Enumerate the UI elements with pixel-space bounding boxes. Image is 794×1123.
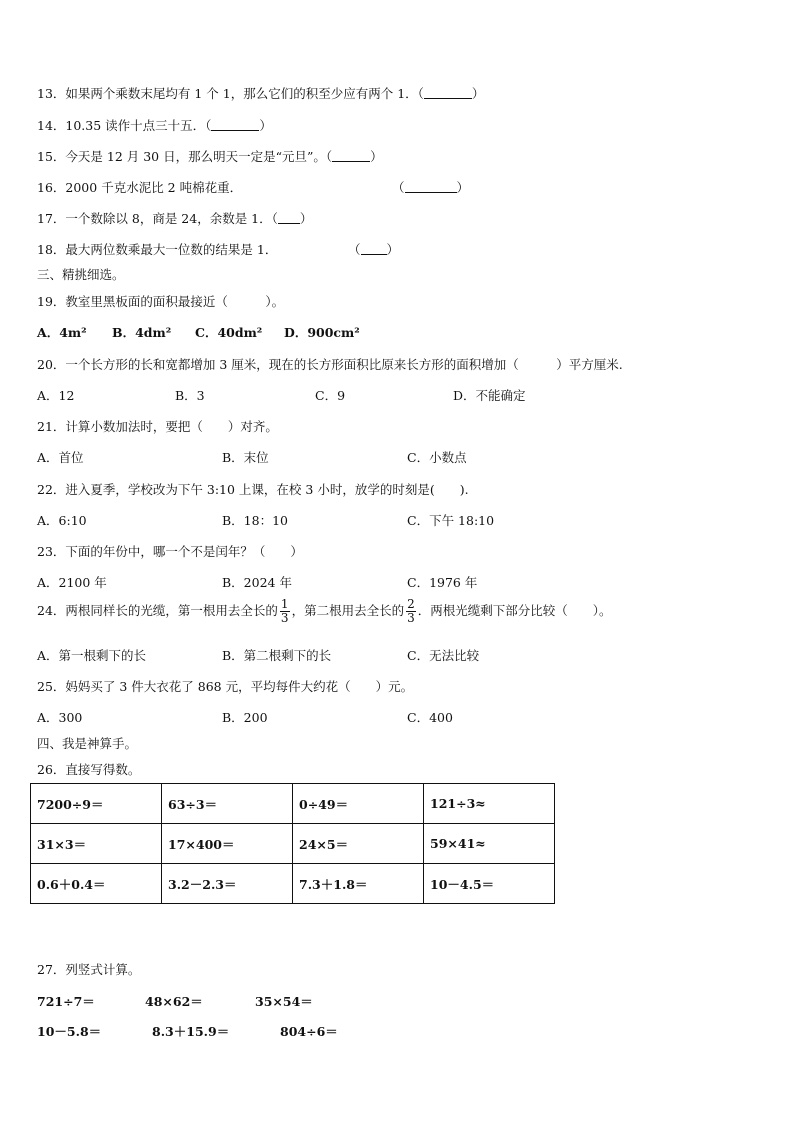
calc-item[interactable]: 721÷7＝	[37, 994, 95, 1009]
option-a[interactable]: A．第一根剩下的长	[37, 648, 147, 663]
option-a[interactable]: A．6:10	[37, 513, 87, 528]
answer-blank[interactable]	[278, 211, 300, 224]
section-heading-4: 四、我是神算手。	[37, 736, 138, 751]
table-cell[interactable]: 121÷3≈	[424, 784, 555, 824]
calc-item[interactable]: 804÷6＝	[280, 1024, 338, 1039]
option-b[interactable]: B．200	[222, 710, 268, 725]
option-c[interactable]: C．9	[315, 388, 346, 403]
option-b[interactable]: B．4dm²	[112, 325, 172, 340]
table-cell[interactable]: 10－4.5＝	[424, 864, 555, 904]
option-d[interactable]: D．900cm²	[284, 325, 360, 340]
question-16-answer: （ ）	[392, 180, 470, 195]
answer-blank[interactable]	[211, 118, 259, 131]
option-d[interactable]: D．不能确定	[453, 388, 526, 403]
question-18-text: 18．最大两位数乘最大一位数的结果是 1．	[37, 242, 278, 257]
table-row	[31, 864, 555, 904]
question-21: 21．计算小数加法时，要把（ ）对齐。	[37, 419, 278, 434]
question-14-text: 14．10.35 读作十点三十五．（	[37, 118, 212, 133]
fraction-one-third: $\frac{1}{3}$	[280, 597, 289, 625]
question-27: 27．列竖式计算。	[37, 962, 141, 977]
question-16	[37, 178, 242, 196]
answer-blank[interactable]	[405, 180, 457, 193]
question-16-text: 16．2000 千克水泥比 2 吨棉花重．	[37, 180, 243, 195]
question-17: 17．一个数除以 8，商是 24，余数是 1．（ ）	[37, 211, 313, 226]
question-26: 26．直接写得数。	[37, 762, 141, 777]
option-c[interactable]: C．无法比较	[407, 648, 480, 663]
option-c[interactable]: C．1976 年	[407, 575, 478, 590]
table-cell[interactable]: 59×41≈	[424, 824, 555, 864]
table-cell[interactable]: 17×400＝	[162, 824, 293, 864]
calc-item[interactable]: 35×54＝	[255, 994, 313, 1009]
table-cell[interactable]: 7200÷9＝	[31, 784, 162, 824]
section-heading-3: 三、精挑细选。	[37, 267, 125, 282]
calc-item[interactable]: 48×62＝	[145, 994, 203, 1009]
option-c[interactable]: C．小数点	[407, 450, 467, 465]
question-14: 14．10.35 读作十点三十五．（ ）	[37, 118, 272, 133]
mental-math-table	[30, 783, 555, 904]
question-13: 13．如果两个乘数末尾均有 1 个 1，那么它们的积至少应有两个 1．（ ）	[37, 86, 485, 101]
question-15-text: 15．今天是 12 月 30 日，那么明天一定是“元旦”。（	[37, 149, 333, 164]
table-cell[interactable]: 24×5＝	[293, 824, 424, 864]
option-b[interactable]: B．18：10	[222, 513, 288, 528]
option-b[interactable]: B．3	[175, 388, 205, 403]
question-24: 24．两根同样长的光缆，第一根用去全长的 $\frac{1}{3}$ ，第二根用去全长的 $\frac{2}{3}$ ．两根光缆剩下部分比较（ ）。	[37, 597, 612, 625]
option-b[interactable]: B．2024 年	[222, 575, 292, 590]
table-cell[interactable]: 31×3＝	[31, 824, 162, 864]
question-15: 15．今天是 12 月 30 日，那么明天一定是“元旦”。（ ）	[37, 149, 383, 164]
option-b[interactable]: B．末位	[222, 450, 269, 465]
option-c[interactable]: C．下午 18:10	[407, 513, 495, 528]
question-18-answer: （ ）	[348, 242, 400, 257]
table-cell[interactable]: 3.2－2.3＝	[162, 864, 293, 904]
table-row	[31, 824, 555, 864]
calc-item[interactable]: 10－5.8＝	[37, 1024, 102, 1039]
option-a[interactable]: A．12	[37, 388, 75, 403]
answer-blank[interactable]	[424, 86, 472, 99]
question-17-text: 17．一个数除以 8，商是 24，余数是 1．（	[37, 211, 278, 226]
answer-blank[interactable]	[361, 242, 387, 255]
table-cell[interactable]: 63÷3＝	[162, 784, 293, 824]
question-22: 22．进入夏季，学校改为下午 3:10 上课，在校 3 小时，放学的时刻是( ).	[37, 482, 469, 497]
option-c[interactable]: C．40dm²	[195, 325, 263, 340]
table-row	[31, 784, 555, 824]
option-c[interactable]: C．400	[407, 710, 453, 725]
question-23: 23．下面的年份中，哪一个不是闰年？（ ）	[37, 544, 303, 559]
question-25: 25．妈妈买了 3 件大衣花了 868 元，平均每件大约花（ ）元。	[37, 679, 414, 694]
table-cell[interactable]: 0÷49＝	[293, 784, 424, 824]
question-13-text: 13．如果两个乘数末尾均有 1 个 1，那么它们的积至少应有两个 1．（	[37, 86, 424, 101]
table-cell[interactable]: 0.6＋0.4＝	[31, 864, 162, 904]
table-cell[interactable]: 7.3＋1.8＝	[293, 864, 424, 904]
answer-blank[interactable]	[332, 149, 370, 162]
option-a[interactable]: A．2100 年	[37, 575, 107, 590]
fraction-two-thirds: $\frac{2}{3}$	[407, 597, 415, 625]
question-19: 19．教室里黑板面的面积最接近（ ）。	[37, 294, 285, 309]
calc-item[interactable]: 8.3＋15.9＝	[152, 1024, 230, 1039]
option-b[interactable]: B．第二根剩下的长	[222, 648, 332, 663]
question-20: 20．一个长方形的长和宽都增加 3 厘米，现在的长方形面积比原来长方形的面积增加（ ）平方厘米.	[37, 357, 623, 372]
option-a[interactable]: A．首位	[37, 450, 84, 465]
question-18	[37, 240, 277, 258]
option-a[interactable]: A．4m²	[37, 325, 87, 340]
option-a[interactable]: A．300	[37, 710, 83, 725]
